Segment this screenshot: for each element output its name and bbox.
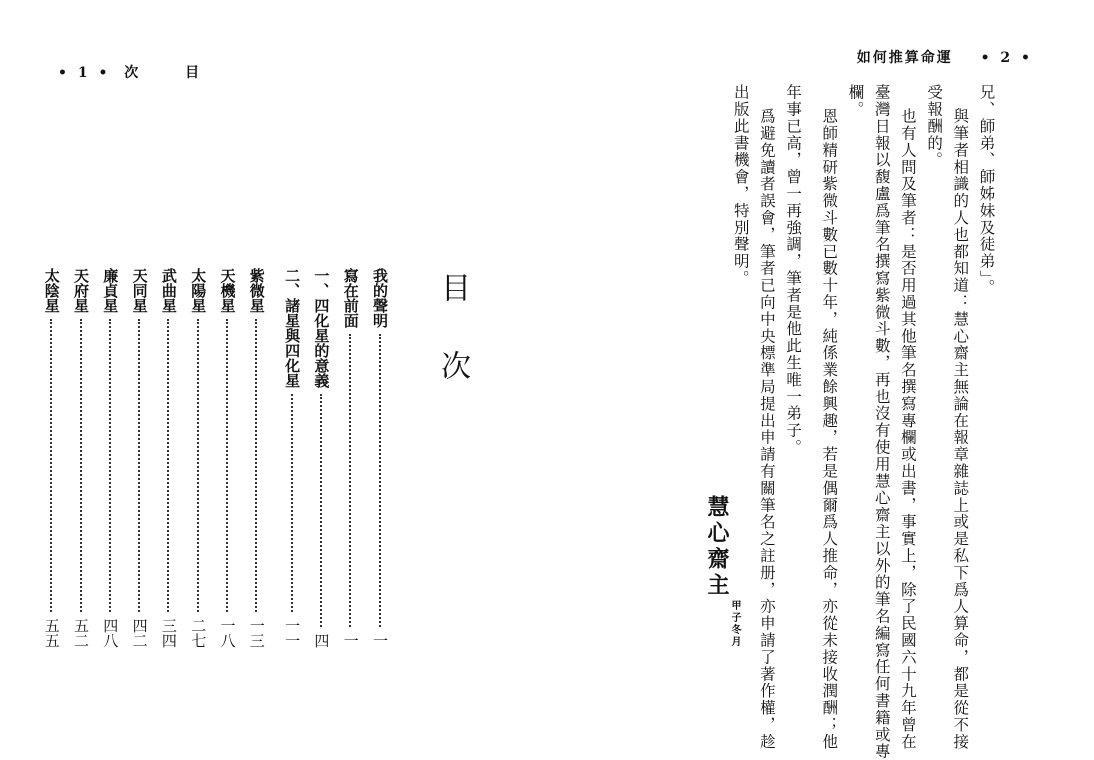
- toc-entry: [189, 268, 208, 648]
- toc-entry-page: 五二: [72, 618, 90, 648]
- toc-entry: [44, 268, 59, 648]
- toc-entry: [161, 268, 176, 648]
- signature-date: 甲子冬月: [729, 600, 740, 648]
- toc-entry-title: 天機星: [218, 268, 237, 313]
- toc-leader-dots: [291, 394, 293, 612]
- toc-leader-dots: [379, 334, 381, 627]
- text-column: 出版此書機會，特別聲明。: [731, 84, 750, 287]
- toc-entry-title: 二、諸星與四化星: [283, 268, 302, 388]
- toc-leader-dots: [80, 319, 82, 612]
- toc-entry-page: 四八: [101, 618, 120, 648]
- toc-leader-dots: [197, 319, 199, 612]
- toc-entry: [132, 268, 147, 648]
- left-page: [0, 0, 547, 743]
- toc-entry-title: 我的聲明: [371, 268, 389, 328]
- toc-leader-dots: [138, 319, 140, 612]
- toc-entry-page: 三四: [159, 618, 178, 648]
- text-column: 兄、師弟、師姊妹及徒弟」。: [977, 84, 996, 296]
- toc-leader-dots: [255, 319, 257, 612]
- text-column: 爲避免讀者誤會，筆者已向中央標準局提出申請有關筆名之註册，亦申請了著作權，趁: [757, 108, 776, 751]
- toc-entry-page: 一: [341, 633, 360, 648]
- toc-leader-dots: [226, 319, 228, 612]
- book-title: 如何推算命運: [856, 50, 953, 66]
- toc-entry: [283, 268, 302, 648]
- toc-entry: [220, 268, 235, 648]
- toc-entry-title: 太陰星: [42, 268, 61, 313]
- text-column: 也有人問及筆者：是否用過其他筆名撰寫專欄或出書，事實上，除了民國六十九年曾在: [898, 108, 917, 751]
- author-signature: 慧心齋主: [704, 495, 730, 599]
- toc-entry-page: 一: [371, 633, 389, 648]
- toc-leader-dots: [349, 334, 351, 627]
- toc-leader-dots: [109, 319, 111, 612]
- toc-entry-page: 一八: [218, 618, 237, 648]
- toc-entry: [249, 268, 264, 648]
- toc-entry-title: 一、四化星的意義: [312, 268, 331, 388]
- toc-leader-dots: [167, 319, 169, 612]
- right-page-number: • 2 •: [980, 50, 1033, 66]
- toc-title: 目次: [435, 272, 470, 428]
- toc-entry-title: 太陽星: [189, 268, 208, 313]
- toc-entry: [343, 268, 358, 648]
- toc-leader-dots: [320, 394, 322, 627]
- right-page-header: [857, 47, 1039, 67]
- toc-entry: [101, 268, 120, 648]
- toc-entry-page: 二七: [189, 618, 208, 648]
- text-column: 欄。: [846, 84, 865, 118]
- toc-entry-title: 天同星: [130, 268, 149, 313]
- text-column: 恩師精研紫微斗數已數十年，純係業餘興趣，若是偶爾爲人推命，亦從未接收潤酬；他: [820, 108, 839, 751]
- toc-entry: [73, 268, 88, 648]
- left-header-char-2: 目: [185, 65, 203, 81]
- toc-entry-title: 廉貞星: [101, 268, 120, 313]
- toc-entry-page: 四二: [130, 618, 149, 648]
- toc-entry-page: 四: [312, 633, 331, 648]
- text-column: 受報酬的。: [925, 84, 944, 169]
- toc-entry-title: 武曲星: [159, 268, 178, 313]
- toc-entry-page: 一三: [247, 618, 266, 648]
- left-page-number: • 1 •: [58, 65, 111, 81]
- text-column: 與筆者相識的人也都知道：慧心齋主無論在報章雜誌上或是私下爲人算命，都是從不接: [951, 108, 970, 751]
- toc-entry: [372, 268, 387, 648]
- toc-entry-title: 天府星: [72, 268, 90, 313]
- toc-entry-title: 寫在前面: [341, 268, 360, 328]
- left-header-char-1: 次: [124, 65, 142, 81]
- left-page-header: [58, 62, 208, 82]
- toc-leader-dots: [50, 319, 52, 612]
- text-column: 臺灣日報以馥盧爲筆名撰寫紫微斗數，再也沒有使用慧心齋主以外的筆名編寫任何書籍或專: [872, 84, 891, 760]
- text-column: 年事已高，曾一再強調，筆者是他此生唯一弟子。: [784, 84, 803, 456]
- toc-entry-page: 五五: [42, 618, 61, 648]
- toc-entry-page: 一一: [283, 618, 302, 648]
- toc-entry-title: 紫微星: [247, 268, 266, 313]
- toc-entry: [312, 268, 331, 648]
